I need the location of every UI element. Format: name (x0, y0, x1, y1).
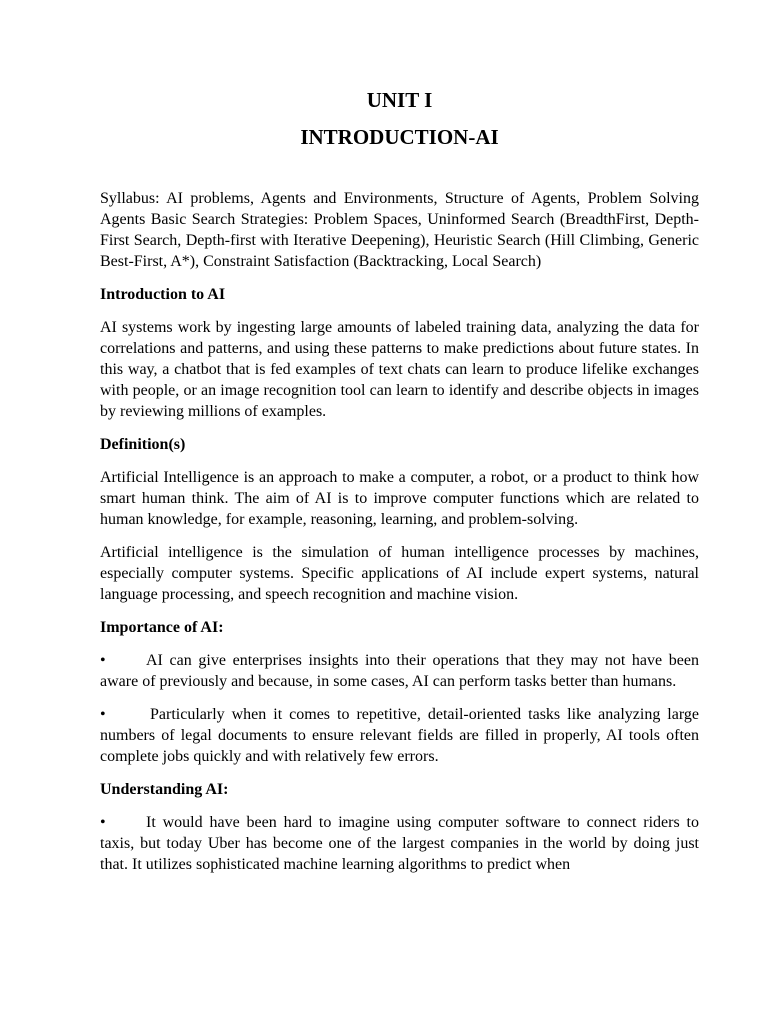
importance-bullet-2 (100, 704, 699, 767)
definition-paragraph-2: Artificial intelligence is the simulation of human intelligence processes by machines, especially computer systems. Specific applications of AI include expert systems, natural language processing, and speech recognition and machine vision. (100, 544, 699, 603)
chapter-title: INTRODUCTION-AI (300, 125, 499, 149)
intro-paragraph: AI systems work by ingesting large amounts of labeled training data, analyzing the data for correlations and patterns, and using these patterns to make predictions about future states. In this way, a chatbot that is fed examples of text chats can learn to produce lifelike exchanges with people, or an image recognition tool can learn to identify and describe objects in images by reviewing millions of examples. (100, 319, 699, 420)
importance-bullet-1-text: AI can give enterprises insights into their operations that they may not have been aware of previously and because, in some cases, AI can perform tasks better than humans. (100, 652, 699, 690)
importance-bullet-1 (100, 650, 699, 692)
definition-heading: Definition(s) (100, 436, 186, 453)
understanding-heading: Understanding AI: (100, 781, 229, 798)
definition-paragraph-1: Artificial Intelligence is an approach to make a computer, a robot, or a product to think how smart human think. The aim of AI is to improve computer functions which are related to human knowledge, for example, reasoning, learning, and problem-solving. (100, 469, 699, 528)
bullet-icon: • (100, 706, 106, 723)
understanding-bullet-1 (100, 812, 699, 875)
bullet-icon: • (100, 814, 106, 831)
unit-title: UNIT I (366, 88, 433, 112)
understanding-bullet-1-text: It would have been hard to imagine using computer software to connect riders to taxis, but today Uber has become one of the largest companies in the world by doing just that. It utilizes sophisticated machine learning algorithms to predict when (100, 814, 699, 873)
importance-bullet-2-text: Particularly when it comes to repetitive, detail-oriented tasks like analyzing large numbers of legal documents to ensure relevant fields are filled in properly, AI tools often complete jobs quickly and with relatively few errors. (100, 706, 699, 765)
bullet-icon: • (100, 652, 106, 669)
syllabus-paragraph: Syllabus: AI problems, Agents and Environments, Structure of Agents, Problem Solving Agents Basic Search Strategies: Problem Spaces, Uninformed Search (BreadthFirst, Depth-First Search, Depth-first with Iterative Deepening), Heuristic Search (Hill Climbing, Generic Best-First, A*), Constraint Satisfaction (Backtracking, Local Search) (100, 190, 699, 270)
importance-heading: Importance of AI: (100, 619, 224, 636)
intro-heading: Introduction to AI (100, 286, 226, 303)
document-page (100, 86, 699, 887)
